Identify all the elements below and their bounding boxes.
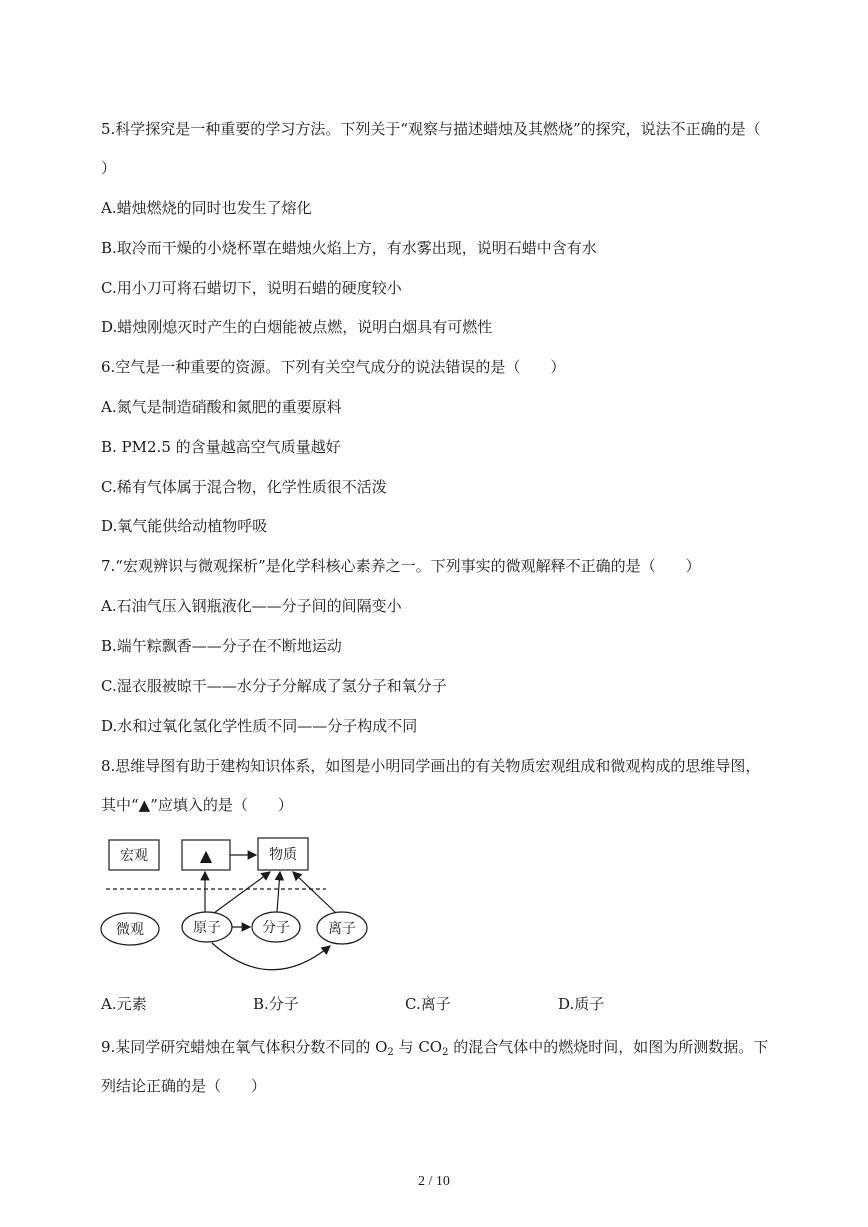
q8-stem: 8.思维导图有助于建构知识体系，如图是小明同学画出的有关物质宏观组成和微观构成的思维导图， xyxy=(101,757,761,775)
q7-option-a: A.石油气压入钢瓶液化——分子间的间隔变小 xyxy=(101,597,402,615)
arrow-molecule-to-substance xyxy=(277,872,280,912)
q5-option-c: C.用小刀可将石蜡切下，说明石蜡的硬度较小 xyxy=(101,279,402,297)
q7-option-b: B.端午粽飘香——分子在不断地运动 xyxy=(101,637,342,655)
q9-stem-cont: 列结论正确的是（ ） xyxy=(101,1077,267,1095)
molecule-label: 分子 xyxy=(262,920,290,936)
page-number: 2 / 10 xyxy=(418,1174,450,1189)
q7-stem: 7.“宏观辨识与微观探析”是化学科核心素养之一。下列事实的微观解释不正确的是（ ） xyxy=(101,557,701,575)
o2-formula: $O_2$ xyxy=(375,1038,394,1058)
q5-stem: 5.科学探究是一种重要的学习方法。下列关于“观察与描述蜡烛及其燃烧”的探究，说法不正确的是（ xyxy=(101,120,761,138)
arrow-atom-to-substance xyxy=(214,872,270,913)
q7-option-c: C.湿衣服被晾干——水分子分解成了氢分子和氧分子 xyxy=(101,677,447,695)
q9-stem-post: 的混合气体中的燃烧时间，如图为所测数据。下 xyxy=(448,1038,769,1056)
q8-option-d: D.质子 xyxy=(558,995,605,1013)
q8-option-b: B.分子 xyxy=(253,995,299,1013)
q6-option-b: B. PM2.5 的含量越高空气质量越好 xyxy=(101,438,341,456)
q5-option-b: B.取冷而干燥的小烧杯罩在蜡烛火焰上方，有水雾出现，说明石蜡中含有水 xyxy=(101,239,597,257)
q7-option-d: D.水和过氧化氢化学性质不同——分子构成不同 xyxy=(101,717,418,735)
q6-stem: 6.空气是一种重要的资源。下列有关空气成分的说法错误的是（ ） xyxy=(101,358,566,376)
substance-label: 物质 xyxy=(269,847,297,863)
q6-option-d: D.氧气能供给动植物呼吸 xyxy=(101,517,268,535)
q9-stem: 9.某同学研究蜡烛在氧气体积分数不同的 $O_2$ 与 $CO_2$ 的混合气体中的燃烧时间，如图为所测数据。下 xyxy=(101,1038,769,1058)
q5-option-d: D.蜡烛刚熄灭时产生的白烟能被点燃，说明白烟具有可燃性 xyxy=(101,318,493,336)
arrow-ion-to-substance xyxy=(293,872,336,913)
mind-map-diagram xyxy=(0,830,868,990)
atom-label: 原子 xyxy=(193,920,221,936)
q6-option-a: A.氮气是制造硝酸和氮肥的重要原料 xyxy=(101,398,342,416)
q8-option-a: A.元素 xyxy=(101,995,147,1013)
triangle-symbol: ▲ xyxy=(199,846,213,865)
q6-option-c: C.稀有气体属于混合物，化学性质很不活泼 xyxy=(101,478,387,496)
ion-label: 离子 xyxy=(328,921,356,937)
co2-formula: $CO_2$ xyxy=(418,1038,449,1058)
q8-stem-cont: 其中“▲”应填入的是（ ） xyxy=(101,796,293,814)
macro-label: 宏观 xyxy=(120,848,148,864)
q8-option-c: C.离子 xyxy=(405,995,451,1013)
micro-label: 微观 xyxy=(116,922,144,938)
arrow-atom-to-ion xyxy=(212,943,330,970)
q5-stem-cont: ） xyxy=(101,159,117,177)
q9-stem-pre: 9.某同学研究蜡烛在氧气体积分数不同的 xyxy=(101,1038,376,1056)
q5-option-a: A.蜡烛燃烧的同时也发生了熔化 xyxy=(101,199,312,217)
